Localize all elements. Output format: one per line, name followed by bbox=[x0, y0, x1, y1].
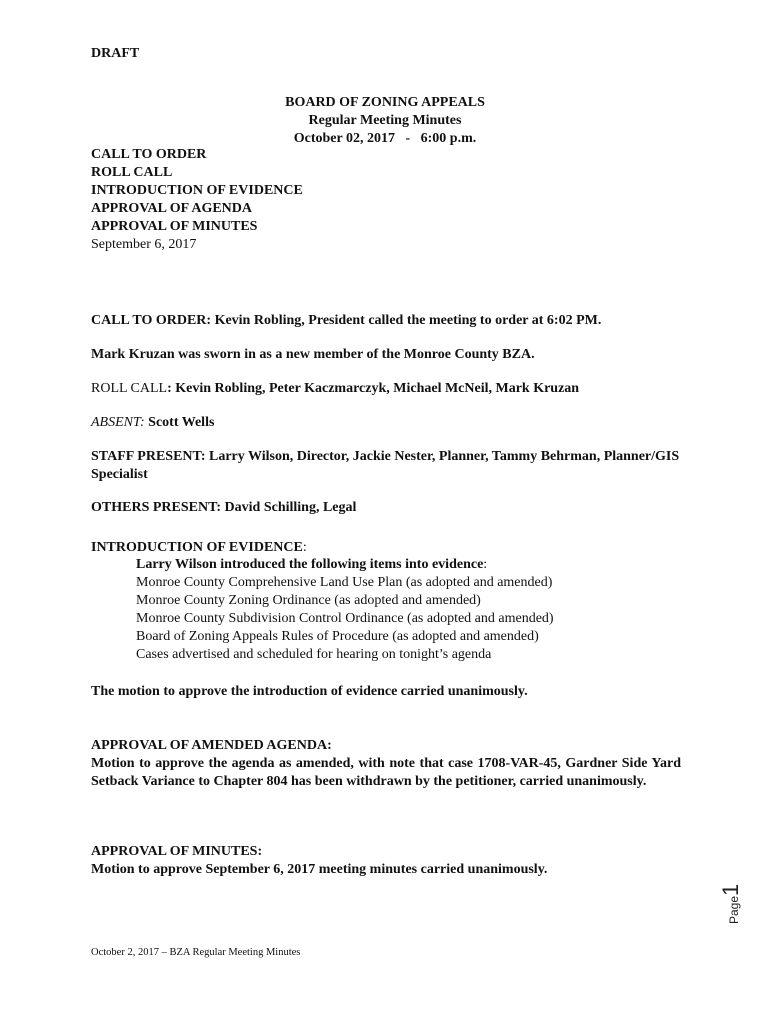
document-subtitle: Regular Meeting Minutes bbox=[308, 113, 462, 128]
absent-label: ABSENT: bbox=[91, 415, 145, 430]
agenda-item-roll-call: ROLL CALL bbox=[91, 165, 173, 180]
evidence-intro-text: Larry Wilson introduced the following items into evidence bbox=[136, 557, 484, 572]
evidence-heading-colon: : bbox=[302, 540, 307, 555]
amended-agenda-heading: APPROVAL OF AMENDED AGENDA: bbox=[91, 738, 332, 753]
evidence-item: Monroe County Subdivision Control Ordinance (as adopted and amended) bbox=[136, 611, 554, 626]
staff-present-paragraph: STAFF PRESENT: Larry Wilson, Director, Jackie Nester, Planner, Tammy Behrman, Planner/GIS Specialist bbox=[91, 449, 680, 482]
agenda-item-introduction-of-evidence: INTRODUCTION OF EVIDENCE bbox=[91, 183, 303, 198]
evidence-heading bbox=[91, 539, 681, 557]
roll-call-paragraph bbox=[91, 380, 681, 398]
page-label: Page bbox=[727, 895, 741, 924]
evidence-intro-colon: : bbox=[483, 557, 488, 572]
meeting-date-line: October 02, 2017 - 6:00 p.m. bbox=[293, 131, 477, 146]
agenda-item-approval-of-minutes: APPROVAL OF MINUTES bbox=[91, 219, 258, 234]
call-to-order-paragraph: CALL TO ORDER: Kevin Robling, President called the meeting to order at 6:02 PM. bbox=[91, 313, 602, 328]
agenda-item-call-to-order: CALL TO ORDER bbox=[91, 147, 207, 162]
approval-minutes-heading: APPROVAL OF MINUTES: bbox=[91, 844, 263, 859]
evidence-item: Board of Zoning Appeals Rules of Procedure (as adopted and amended) bbox=[136, 629, 539, 644]
sworn-in-paragraph: Mark Kruzan was sworn in as a new member of the Monroe County BZA. bbox=[91, 347, 535, 362]
evidence-heading-text: INTRODUCTION OF EVIDENCE bbox=[91, 540, 303, 555]
evidence-item: Monroe County Zoning Ordinance (as adopted and amended) bbox=[136, 593, 481, 608]
evidence-intro bbox=[136, 556, 554, 574]
footer-text: October 2, 2017 – BZA Regular Meeting Minutes bbox=[91, 947, 301, 958]
evidence-motion-paragraph: The motion to approve the introduction of evidence carried unanimously. bbox=[91, 684, 528, 699]
agenda-minutes-date: September 6, 2017 bbox=[91, 237, 197, 252]
approval-minutes-text: Motion to approve September 6, 2017 meeting minutes carried unanimously. bbox=[91, 862, 548, 877]
title-block bbox=[200, 94, 570, 148]
evidence-list bbox=[136, 556, 554, 664]
page-number: 1 bbox=[718, 883, 743, 896]
evidence-item: Cases advertised and scheduled for hearing on tonight’s agenda bbox=[136, 647, 492, 662]
others-present-paragraph: OTHERS PRESENT: David Schilling, Legal bbox=[91, 500, 357, 515]
absent-paragraph bbox=[91, 414, 681, 432]
roll-call-label: ROLL CALL bbox=[91, 381, 168, 396]
agenda-item-approval-of-agenda: APPROVAL OF AGENDA bbox=[91, 201, 253, 216]
evidence-item: Monroe County Comprehensive Land Use Plan (as adopted and amended) bbox=[136, 575, 553, 590]
agenda-list bbox=[91, 146, 303, 254]
roll-call-names: : Kevin Robling, Peter Kaczmarczyk, Michael McNeil, Mark Kruzan bbox=[167, 381, 580, 396]
amended-agenda-section bbox=[91, 737, 681, 791]
page-number-marker bbox=[718, 876, 758, 924]
draft-label: DRAFT bbox=[91, 46, 140, 61]
approval-minutes-section bbox=[91, 843, 681, 879]
document-title: BOARD OF ZONING APPEALS bbox=[285, 95, 485, 110]
absent-names: Scott Wells bbox=[144, 415, 215, 430]
amended-agenda-text: Motion to approve the agenda as amended, with note that case 1708-VAR-45, Gardner Side Yard Setback Variance to Chapter 804 has been withdrawn by the petitioner, carried unanimously. bbox=[91, 756, 681, 789]
